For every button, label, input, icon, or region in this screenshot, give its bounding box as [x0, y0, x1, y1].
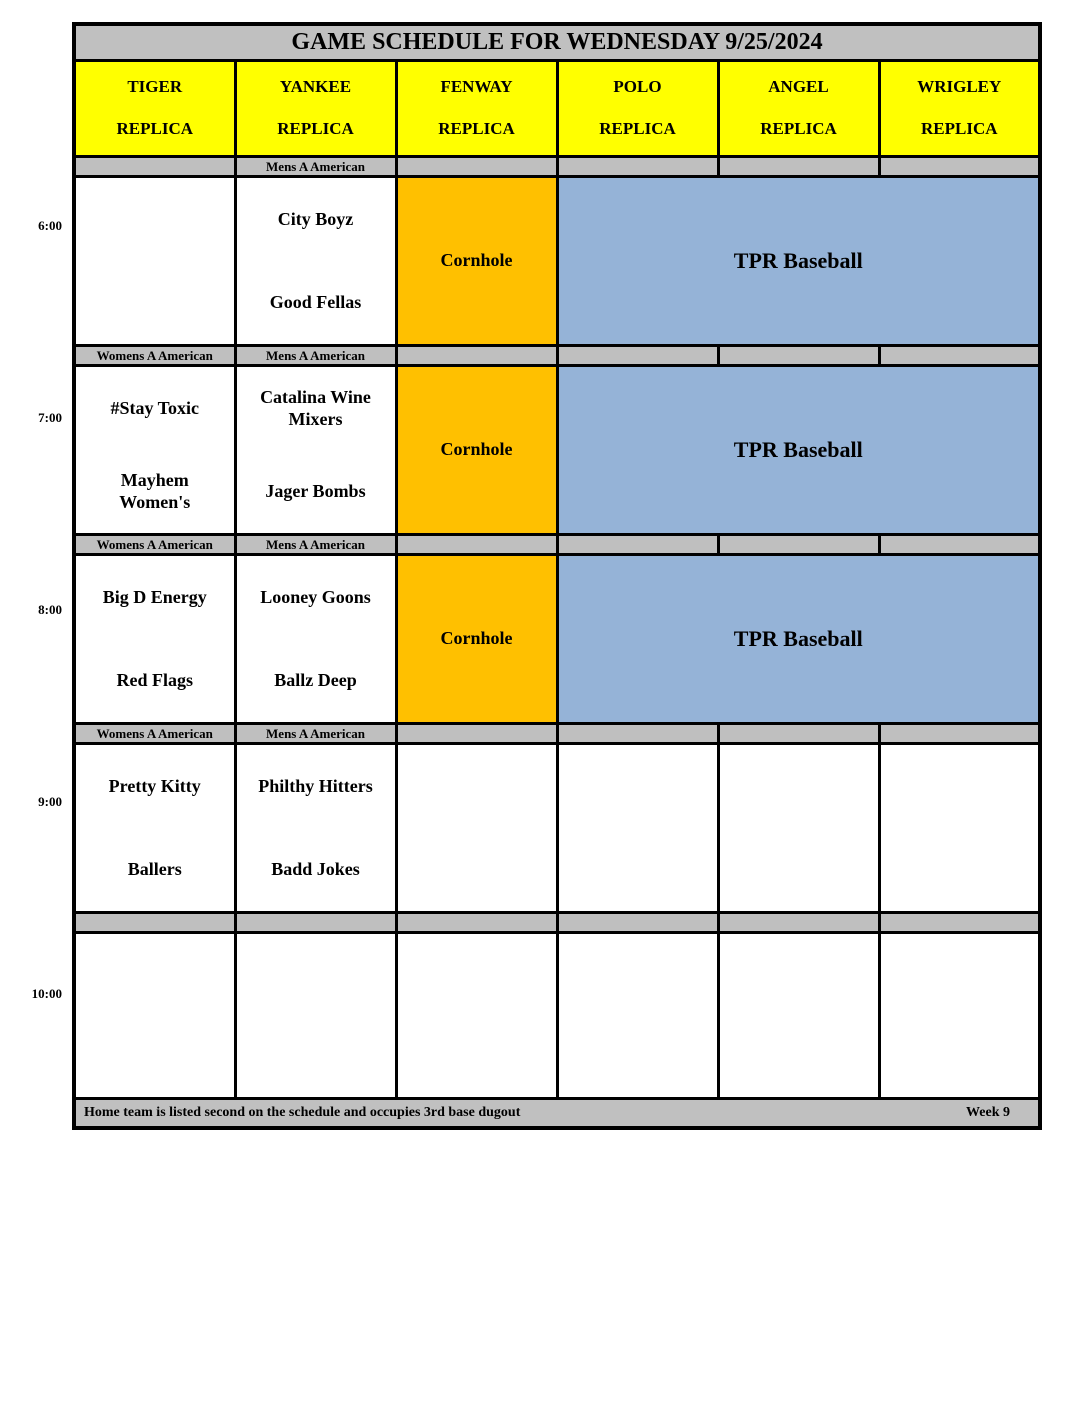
field-sub: REPLICA: [760, 119, 837, 138]
game-row-9: [74, 743, 1040, 912]
divider-cell: [718, 156, 879, 176]
match-cell: [235, 365, 396, 534]
division-divider-row: [74, 723, 1040, 743]
divider-cell: [557, 912, 718, 932]
column-header-wrigley: [879, 60, 1040, 156]
tpr-baseball-cell: TPR Baseball: [557, 365, 1040, 534]
home-team: Ballz Deep: [274, 669, 357, 690]
footer-row: [74, 1098, 1040, 1128]
home-team: Good Fellas: [269, 291, 362, 312]
divider-cell: [718, 534, 879, 554]
field-name: FENWAY: [440, 77, 513, 96]
match-cell: [235, 176, 396, 345]
away-team: Pretty Kitty: [108, 775, 201, 796]
time-label-8: 8:00: [38, 602, 62, 617]
field-sub: REPLICA: [438, 119, 515, 138]
empty-cell: [235, 932, 396, 1098]
match-cell: [74, 554, 235, 723]
divider-cell: [235, 912, 396, 932]
divider-cell: [396, 534, 557, 554]
column-header-yankee: [235, 60, 396, 156]
column-header-angel: [718, 60, 879, 156]
game-row-10: [74, 932, 1040, 1098]
footer-cell: [74, 1098, 1040, 1128]
divider-cell: [879, 912, 1040, 932]
time-label-6: 6:00: [38, 218, 62, 233]
away-team: Philthy Hitters: [258, 775, 373, 796]
tpr-baseball-cell: TPR Baseball: [557, 554, 1040, 723]
time-label-9: 9:00: [38, 794, 62, 809]
divider-cell: [879, 156, 1040, 176]
column-header-tiger: [74, 60, 235, 156]
home-team: [76, 261, 234, 344]
divider-cell: [74, 156, 235, 176]
match-cell: [74, 365, 235, 534]
divider-cell: [879, 723, 1040, 743]
divider-cell: [879, 534, 1040, 554]
week-number: Week 9: [966, 1104, 1010, 1120]
cornhole-cell: Cornhole: [396, 176, 557, 345]
divider-cell: [718, 723, 879, 743]
match-cell: [235, 743, 396, 912]
away-team: Looney Goons: [260, 586, 371, 607]
column-header-polo: [557, 60, 718, 156]
title-row: [74, 24, 1040, 60]
divider-cell: Mens A American: [235, 723, 396, 743]
away-team: Catalina Wine Mixers: [260, 386, 371, 429]
game-row-7: [74, 365, 1040, 534]
match-cell: [74, 743, 235, 912]
page-title: GAME SCHEDULE FOR WEDNESDAY 9/25/2024: [74, 24, 1040, 60]
empty-cell: [557, 932, 718, 1098]
column-header-fenway: [396, 60, 557, 156]
empty-cell: [879, 743, 1040, 912]
home-team-note: Home team is listed second on the schedule and occupies 3rd base dugout: [84, 1104, 521, 1120]
game-row-8: [74, 554, 1040, 723]
field-name: TIGER: [127, 77, 183, 96]
cornhole-cell: Cornhole: [396, 554, 557, 723]
divider-cell: Womens A American: [74, 534, 235, 554]
game-row-6: [74, 176, 1040, 345]
divider-cell: [74, 912, 235, 932]
field-name: POLO: [613, 77, 662, 96]
divider-cell: [396, 345, 557, 365]
empty-cell: [74, 932, 235, 1098]
division-divider-row: [74, 912, 1040, 932]
divider-cell: Womens A American: [74, 723, 235, 743]
division-divider-row: [74, 345, 1040, 365]
field-sub: REPLICA: [599, 119, 676, 138]
divider-cell: [396, 723, 557, 743]
field-name: WRIGLEY: [917, 77, 1002, 96]
divider-cell: Mens A American: [235, 534, 396, 554]
away-team: City Boyz: [277, 208, 354, 229]
field-name: YANKEE: [279, 77, 352, 96]
empty-cell: [718, 743, 879, 912]
tpr-baseball-cell: TPR Baseball: [557, 176, 1040, 345]
empty-cell: [557, 743, 718, 912]
schedule-table: [72, 22, 1042, 1130]
divider-cell: [557, 345, 718, 365]
divider-cell: Womens A American: [74, 345, 235, 365]
divider-cell: [718, 912, 879, 932]
empty-cell: [879, 932, 1040, 1098]
division-divider-row: [74, 156, 1040, 176]
time-label-7: 7:00: [38, 410, 62, 425]
divider-cell: [879, 345, 1040, 365]
divider-cell: [557, 156, 718, 176]
away-team: Big D Energy: [102, 586, 207, 607]
divider-cell: [557, 723, 718, 743]
divider-cell: [396, 912, 557, 932]
cornhole-cell: Cornhole: [396, 365, 557, 534]
field-header-row: [74, 60, 1040, 156]
field-name: ANGEL: [768, 77, 829, 96]
empty-cell: [396, 932, 557, 1098]
divider-cell: Mens A American: [235, 156, 396, 176]
home-team: Mayhem Women's: [119, 469, 191, 512]
divider-cell: Mens A American: [235, 345, 396, 365]
match-cell: [235, 554, 396, 723]
divider-cell: [396, 156, 557, 176]
field-sub: REPLICA: [920, 119, 998, 138]
home-team: Ballers: [127, 858, 182, 879]
away-team: #Stay Toxic: [110, 397, 200, 418]
home-team: Jager Bombs: [265, 480, 366, 501]
field-sub: REPLICA: [277, 119, 354, 138]
home-team: Red Flags: [116, 669, 193, 690]
home-team: Badd Jokes: [271, 858, 360, 879]
empty-cell: [396, 743, 557, 912]
match-cell: [74, 176, 235, 345]
field-sub: REPLICA: [116, 119, 193, 138]
division-divider-row: [74, 534, 1040, 554]
time-label-10: 10:00: [31, 986, 62, 1001]
away-team: [76, 178, 234, 261]
divider-cell: [557, 534, 718, 554]
empty-cell: [718, 932, 879, 1098]
divider-cell: [718, 345, 879, 365]
